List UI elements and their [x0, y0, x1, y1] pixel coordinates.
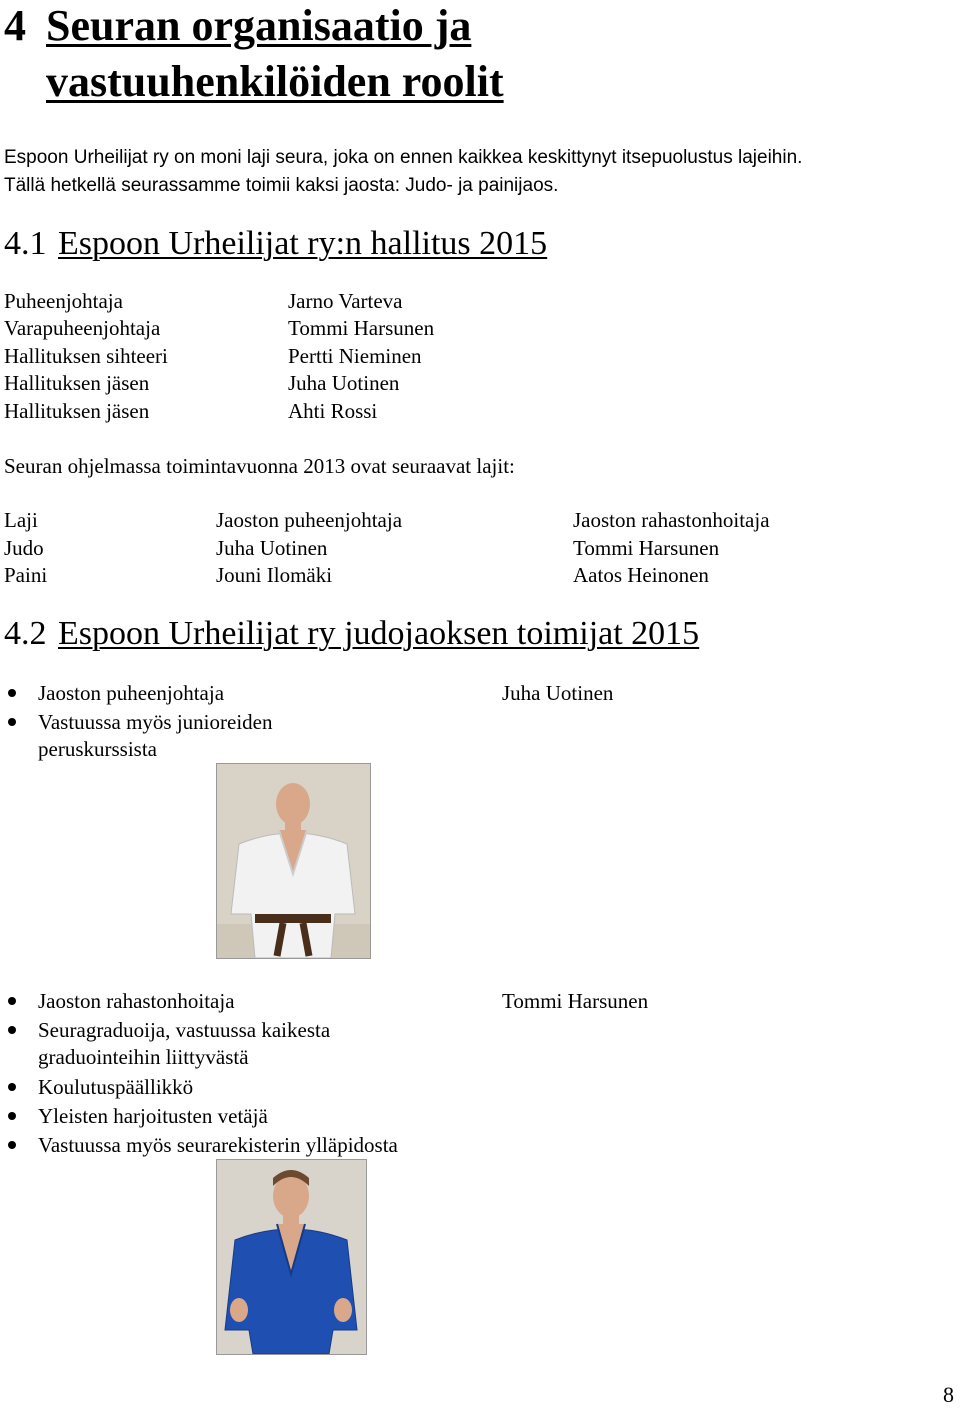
- board-name: Tommi Harsunen: [288, 316, 435, 340]
- sports-cell: Jouni Ilomäki: [216, 563, 333, 587]
- sports-cell: Judo: [4, 536, 44, 560]
- bullet-icon: [8, 1026, 16, 1034]
- board-role: Hallituksen sihteeri: [4, 344, 168, 368]
- person2-item: Koulutuspäällikkö: [38, 1075, 194, 1099]
- person2-name: Tommi Harsunen: [502, 989, 649, 1013]
- bullet-icon: [8, 1141, 16, 1149]
- person2-item: Yleisten harjoitusten vetäjä: [38, 1104, 268, 1128]
- judoka-photo-blue-gi: [216, 1159, 367, 1355]
- subsection-42-title: Espoon Urheilijat ry judojaoksen toimijat 2015: [58, 615, 700, 652]
- board-role: Hallituksen jäsen: [4, 399, 150, 423]
- subsection-41-number: 4.1: [4, 225, 47, 262]
- page-number: 8: [943, 1382, 954, 1407]
- sports-cell: Juha Uotinen: [216, 536, 328, 560]
- intro-line2: Tällä hetkellä seurassamme toimii kaksi jaosta: Judo- ja painijaos.: [4, 175, 559, 196]
- person1-role: Jaoston puheenjohtaja: [38, 681, 225, 705]
- bullet-icon: [8, 997, 16, 1005]
- subsection-42-number: 4.2: [4, 615, 47, 652]
- program-text: Seuran ohjelmassa toimintavuonna 2013 ovat seuraavat lajit:: [4, 454, 515, 478]
- board-role: Hallituksen jäsen: [4, 371, 150, 395]
- bullet-icon: [8, 1112, 16, 1120]
- sports-cell: Aatos Heinonen: [573, 563, 709, 587]
- board-role: Puheenjohtaja: [4, 289, 123, 313]
- section-number: 4: [4, 1, 26, 50]
- person2-role: Jaoston rahastonhoitaja: [38, 989, 235, 1013]
- board-name: Pertti Nieminen: [288, 344, 422, 368]
- person1-item: Vastuussa myös junioreiden: [38, 710, 273, 734]
- board-name: Juha Uotinen: [288, 371, 400, 395]
- subsection-41-title: Espoon Urheilijat ry:n hallitus 2015: [58, 225, 548, 262]
- sports-cell: Paini: [4, 563, 48, 587]
- person2-item: Seuragraduoija, vastuussa kaikesta: [38, 1018, 331, 1042]
- board-role: Varapuheenjohtaja: [4, 316, 161, 340]
- bullet-icon: [8, 718, 16, 726]
- judoka-photo-white-gi: [216, 763, 371, 959]
- person2-item: graduointeihin liittyvästä: [38, 1045, 249, 1069]
- sports-header-chair: Jaoston puheenjohtaja: [216, 508, 403, 532]
- person1-name: Juha Uotinen: [502, 681, 614, 705]
- sports-cell: Tommi Harsunen: [573, 536, 720, 560]
- person1-item: peruskurssista: [38, 737, 157, 761]
- bullet-icon: [8, 1083, 16, 1091]
- sports-header-treasurer: Jaoston rahastonhoitaja: [573, 508, 770, 532]
- person2-item: Vastuussa myös seurarekisterin ylläpidosta: [38, 1133, 398, 1157]
- board-name: Jarno Varteva: [288, 289, 403, 313]
- board-name: Ahti Rossi: [288, 399, 378, 423]
- sports-header-laji: Laji: [4, 508, 38, 532]
- section-title-line2: vastuuhenkilöiden roolit: [46, 57, 504, 106]
- section-title-line1: Seuran organisaatio ja: [46, 1, 472, 50]
- intro-line1: Espoon Urheilijat ry on moni laji seura, joka on ennen kaikkea keskittynyt itsepuolustus lajeihin.: [4, 147, 803, 168]
- bullet-icon: [8, 689, 16, 697]
